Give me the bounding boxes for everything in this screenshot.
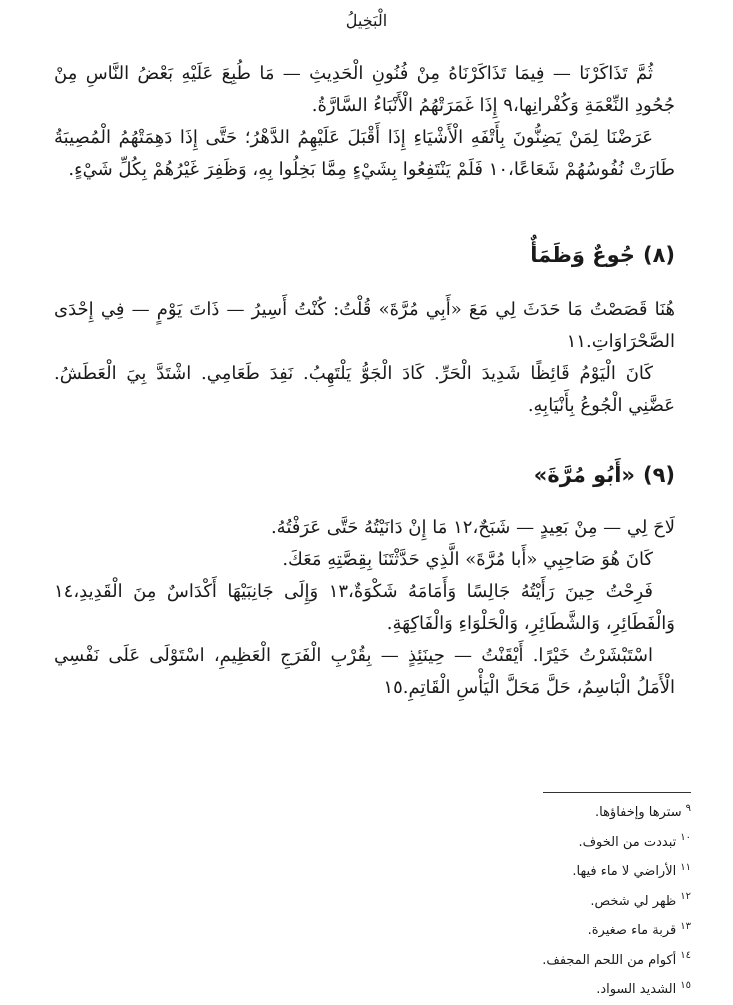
footnote-text: الشديد السواد.: [596, 982, 677, 997]
footnote: [91, 975, 691, 1005]
footnote-text: ظهر لي شخص.: [590, 893, 677, 909]
footnote-number: ١٠: [680, 832, 691, 844]
footnote-text: قربة ماء صغيرة.: [587, 923, 677, 938]
footnote-number: ١٢: [680, 891, 691, 903]
section-heading-9: [54, 460, 675, 490]
footnote: [91, 946, 691, 976]
section-number: (٩): [642, 463, 675, 487]
footnote-number: ٩: [685, 802, 691, 814]
paragraph: كَانَ هُوَ صَاحِبِي «أَبا مُرَّةَ» الَّذِي حَدَّثْتَنَا بِقِصَّتِهِ مَعَكَ.: [282, 549, 653, 570]
section-1: [54, 58, 675, 186]
paragraph: اسْتَبْشَرْتُ خَيْرًا. أَيْقَنْتُ — حِينَئِذٍ — بِقُرْبِ الْفَرَجِ الْعَظِيمِ، اسْتَوْلَى عَلَى نَفْسِي الْأَمَلُ الْبَاسِمُ، حَلَّ مَحَلَّ الْيَأْسِ الْقَاتِمِ.١٥: [54, 645, 675, 698]
footnote: [91, 798, 691, 828]
paragraph: لَاحَ لِي — مِنْ بَعِيدٍ — شَبَحٌ،١٢ مَا إِنْ دَانَيْتُهُ حَتَّى عَرَفْتُهُ.: [270, 517, 675, 538]
footnote-text: تبددت من الخوف.: [578, 834, 677, 850]
running-head: الْبَخِيلُ: [345, 11, 388, 30]
footnote-divider: [543, 792, 691, 793]
section-number: (٨): [642, 243, 675, 267]
section-heading-8: [54, 240, 675, 270]
footnote: [91, 857, 691, 887]
paragraph: فَرِحْتُ حِينَ رَأَيْتُهُ جَالِسًا وَأَمَامَهُ شَكْوَةٌ،١٣ وَإِلَى جَانِبَيْهَا أَكْدَاسٌ مِنَ الْقَدِيدِ،١٤ وَالْفَطَائِرِ، وَالشَّطَائِرِ، وَالْحَلْوَاءِ وَالْفَاكِهَةِ.: [54, 581, 675, 634]
footnote-text: أكوام من اللحم المجفف.: [542, 952, 677, 968]
footnote: [91, 828, 691, 858]
paragraph: عَرَضْنَا لِمَنْ يَضِنُّونَ بِأَتْفَهِ الْأَشْيَاءِ إِذَا أَقْبَلَ عَلَيْهِمُ الدَّهْرُ؛ حَتَّى إِذَا دَهِمَتْهُمُ الْمُصِيبَةُ طَارَتْ نُفُوسُهُمْ شَعَاعًا،١٠ فَلَمْ يَنْتَفِعُوا بِشَيْءٍ مِمَّا بَخِلُوا بِهِ، وَظَفِرَ غَيْرُهُمْ بِكُلِّ شَيْءٍ.: [54, 127, 675, 180]
footnote-text: سترها وإخفاؤها.: [594, 805, 682, 820]
section-3: [54, 512, 675, 704]
footnotes: [91, 798, 691, 1005]
section-title: جُوعٌ وَظَمَأٌ: [530, 243, 635, 267]
footnote-number: ١٥: [680, 979, 691, 991]
footnote: [91, 916, 691, 946]
footnote-text: الأراضي لا ماء فيها.: [572, 864, 677, 879]
paragraph: ثُمَّ تَذَاكَرْنَا — فِيمَا تَذَاكَرْنَاهُ مِنْ فُنُونِ الْحَدِيثِ — مَا طُبِعَ عَلَيْهِ بَعْضُ النَّاسِ مِنْ جُحُودِ النِّعْمَةِ وَكُفْرانِها،٩ إِذَا غَمَرَتْهُمُ الْأَنْبَاءُ السَّارَّةُ.: [54, 63, 675, 116]
footnote-number: ١٤: [680, 950, 691, 962]
paragraph: كَانَ الْيَوْمُ قَائِظًا شَدِيدَ الْحَرِّ. كَادَ الْجَوُّ يَلْتَهِبُ. نَفِدَ طَعَامِي. اشْتَدَّ بِيَ الْعَطَشُ. عَضَّنِي الْجُوعُ بِأَنْيَابِهِ.: [54, 363, 675, 416]
footnote-number: ١١: [680, 861, 691, 873]
footnote-number: ١٣: [680, 920, 691, 932]
paragraph: هُنَا قَصَصْتُ مَا حَدَثَ لِي مَعَ «أَبِي مُرَّةَ» قُلْتُ: كُنْتُ أَسِيرُ — ذَاتَ يَوْمٍ — فِي إِحْدَى الصَّحْرَاوَاتِ.١١: [54, 299, 675, 352]
section-title: «أَبُو مُرَّةَ»: [533, 463, 635, 487]
footnote: [91, 887, 691, 917]
section-2: [54, 294, 675, 422]
